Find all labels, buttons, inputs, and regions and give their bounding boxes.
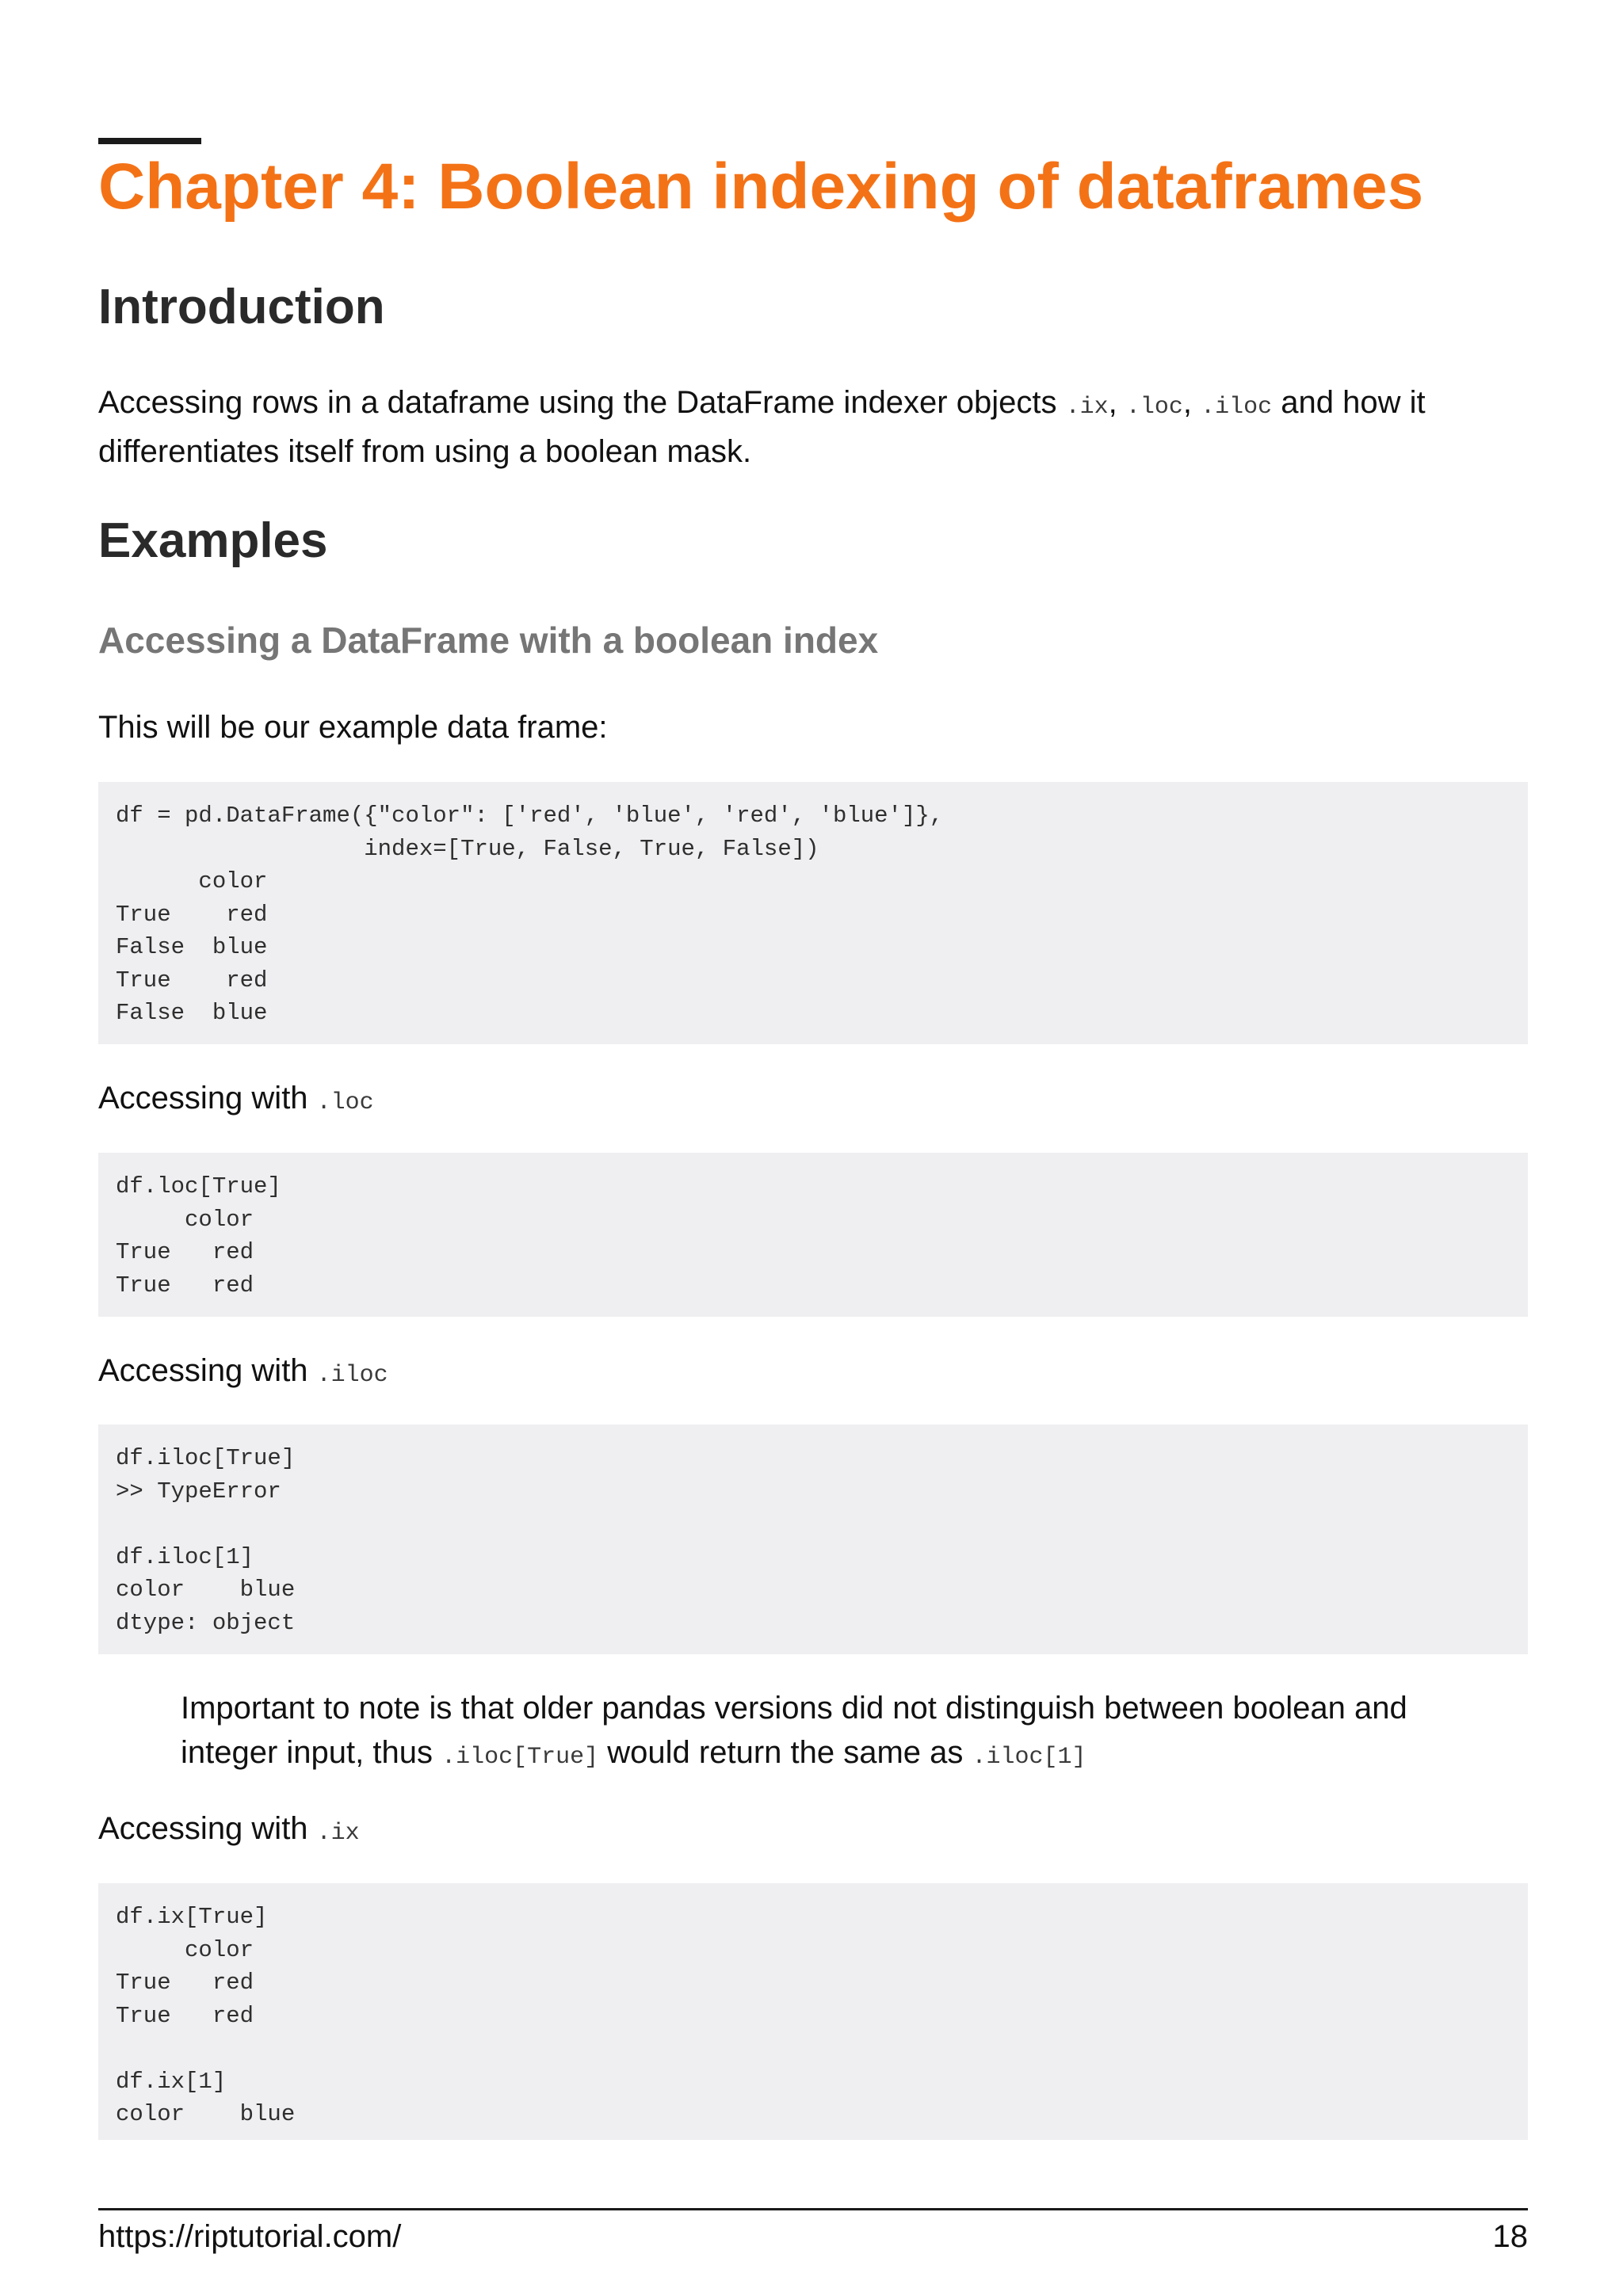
code-loc-inline: .loc: [1125, 394, 1183, 421]
code-loc: df.loc[True] color True red True red: [116, 1173, 281, 1299]
code-block-ix: [98, 1883, 1528, 2140]
loc-inline-code: .loc: [316, 1089, 374, 1116]
intro-separator: ,: [1108, 385, 1126, 420]
example-intro-text: This will be our example data frame:: [98, 710, 608, 745]
example-subheading: Accessing a DataFrame with a boolean index: [98, 620, 879, 661]
intro-text-before: Accessing rows in a dataframe using the DataFrame indexer objects: [98, 385, 1066, 420]
iloc-label-text: Accessing with: [98, 1353, 317, 1388]
ix-label: [98, 1806, 360, 1855]
code-ix: df.ix[True] color True red True red df.ix[1] color blue: [116, 1904, 296, 2127]
loc-label-text: Accessing with: [98, 1081, 317, 1116]
code-iloc-inline: .iloc: [1201, 394, 1273, 421]
code-block-loc: [98, 1153, 1528, 1317]
footer-url-link[interactable]: https://riptutorial.com/: [98, 2219, 402, 2254]
chapter-rule: [98, 138, 201, 144]
intro-text-after: and how it differentiates itself from using a boolean mask.: [98, 385, 1426, 469]
ix-label-text: Accessing with: [98, 1811, 317, 1846]
ix-inline-code: .ix: [316, 1820, 360, 1847]
code-ix-inline: .ix: [1065, 394, 1109, 421]
footer-rule: [98, 2208, 1528, 2210]
note-text-middle: would return the same as: [598, 1735, 972, 1770]
code-block-iloc: [98, 1425, 1528, 1654]
examples-heading: Examples: [98, 513, 328, 568]
iloc-inline-code: .iloc: [316, 1362, 388, 1389]
code-dataframe: df = pd.DataFrame({"color": ['red', 'blue', 'red', 'blue']}, index=[True, False, True, False]) color True red False blue True red False blue: [116, 803, 944, 1026]
note-text-before: Important to note is that older pandas versions did not distinguish between boolean and integer input, thus: [181, 1691, 1407, 1770]
note-paragraph: [181, 1686, 1480, 1779]
intro-separator: ,: [1182, 385, 1201, 420]
introduction-heading: Introduction: [98, 280, 385, 334]
code-block-dataframe: [98, 782, 1528, 1044]
iloc-label: [98, 1348, 388, 1398]
loc-label: [98, 1076, 374, 1125]
code-iloc: df.iloc[True] >> TypeError df.iloc[1] color blue dtype: object: [116, 1445, 296, 1636]
chapter-title: Chapter 4: Boolean indexing of dataframes: [98, 151, 1424, 223]
introduction-paragraph: [98, 380, 1528, 474]
page-number: 18: [1492, 2219, 1528, 2254]
note-code-iloc-true: .iloc[True]: [441, 1744, 599, 1771]
note-code-iloc-1: .iloc[1]: [972, 1744, 1086, 1771]
